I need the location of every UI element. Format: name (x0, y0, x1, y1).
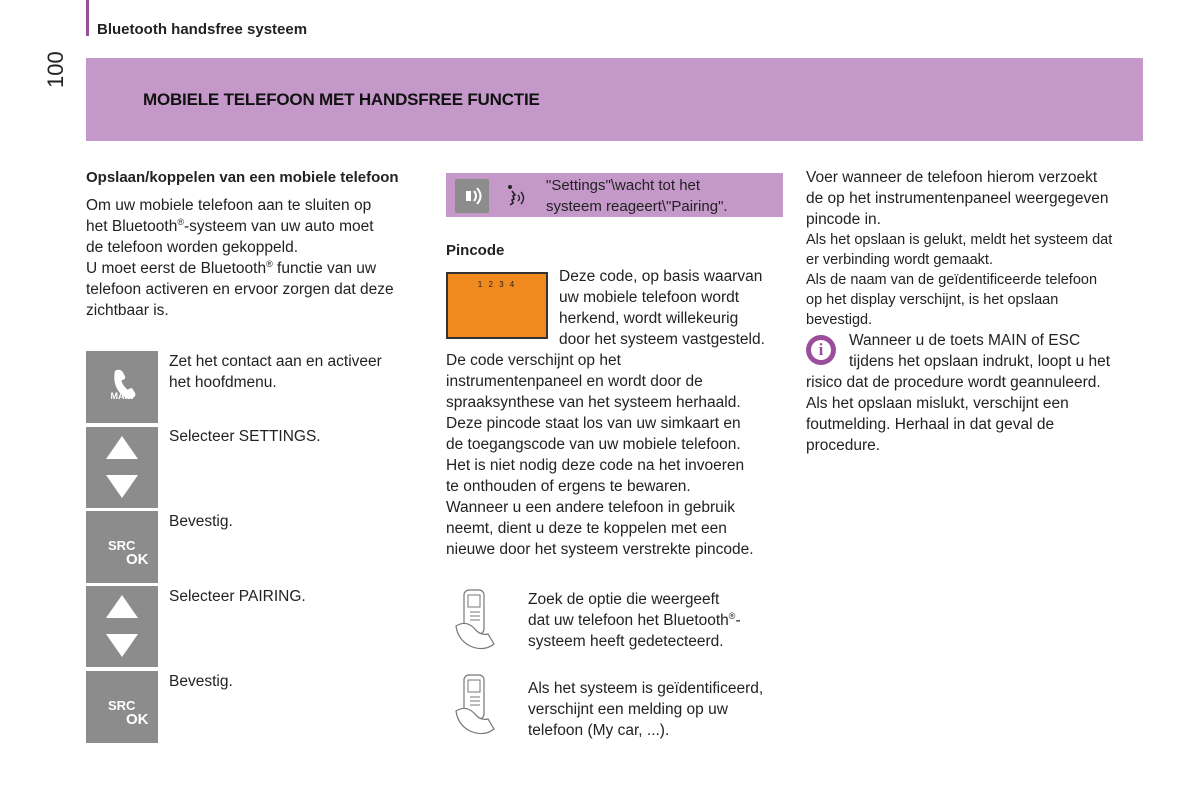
speaking-head-icon (504, 181, 528, 211)
save-success-text: Als het opslaan is gelukt, meldt het systeem dat er verbinding wordt gemaakt. Als de naam van de geïdentificeerde telefoon op het display verschijnt, is het opslaan bevestigd. (806, 232, 1113, 328)
src-ok-key-image (86, 671, 158, 743)
page-number: 100 (43, 51, 68, 88)
info-icon: i (806, 335, 836, 365)
enter-pin-text: Voer wanneer de telefoon hierom verzoekt de op het instrumentenpaneel weergegeven pincode in. (806, 169, 1109, 228)
voice-hint-box (446, 173, 783, 217)
arrow-down-icon (106, 634, 138, 657)
main-key-image (86, 351, 158, 423)
arrow-up-icon (106, 595, 138, 618)
step-1-text: Zet het contact aan en activeer het hoofdmenu. (169, 353, 382, 391)
display-screen-image (446, 272, 548, 339)
info-note-text-a: Wanneer u de toets MAIN of ESC tijdens het opslaan indrukt, loopt u het (849, 332, 1111, 370)
hand-holding-phone-icon (450, 588, 510, 660)
pairing-intro: Om uw mobiele telefoon aan te sluiten op het Bluetooth®-systeem van uw auto moet de telefoon worden gekoppeld. U moet eerst de Bluetooth® functie van uw telefoon activeren en ervoor zorgen dat deze zichtbaar is. (86, 197, 394, 319)
step-5-text: Bevestig. (169, 673, 233, 690)
phone-handset-icon (86, 351, 158, 423)
step-3-text: Bevestig. (169, 513, 233, 530)
up-down-keys-image (86, 586, 158, 667)
phone-identified-text: Als het systeem is geïdentificeerd, verschijnt een melding op uw telefoon (My car, ...). (528, 680, 764, 739)
pincode-heading: Pincode (446, 242, 505, 259)
chapter-banner (86, 58, 1143, 141)
arrow-up-icon (106, 436, 138, 459)
ok-key-label: OK (126, 551, 149, 568)
pincode-display: 1 2 3 4 (477, 280, 517, 289)
chapter-title: MOBIELE TELEFOON MET HANDSFREE FUNCTIE (143, 90, 540, 109)
voice-hint-text: "Settings"\wacht tot het systeem reageert\"Pairing". (546, 177, 728, 215)
voice-key-icon (455, 179, 489, 213)
info-note-text-b: risico dat de procedure wordt geannuleerd. Als het opslaan mislukt, verschijnt een foutmelding. Herhaal in dat geval de procedure. (806, 374, 1101, 454)
src-key-label: SRC (108, 698, 136, 713)
section-title: Bluetooth handsfree systeem (97, 21, 308, 38)
arrow-down-icon (106, 475, 138, 498)
pairing-heading: Opslaan/koppelen van een mobiele telefoon (86, 169, 399, 186)
ok-key-label: OK (126, 711, 149, 728)
main-key-label: MAIN (110, 391, 134, 401)
src-key-label: SRC (108, 538, 136, 553)
up-down-keys-image (86, 427, 158, 508)
pincode-body-text: De code verschijnt op het instrumentenpaneel en wordt door de spraaksynthese van het systeem herhaald. Deze pincode staat los van uw simkaart en de toegangscode van uw mobiele telefoon. Het is niet nodig deze code na het invoeren te onthouden of ergens te bewaren. Wanneer u een andere telefoon in gebruik neemt, dient u deze te koppelen met een nieuwe door het systeem verstrekte pincode. (446, 352, 754, 558)
hand-holding-phone-icon (450, 673, 510, 745)
pincode-side-text: Deze code, op basis waarvan uw mobiele telefoon wordt herkend, wordt willekeurig door het systeem vastgesteld. (559, 268, 765, 348)
step-4-text: Selecteer PAIRING. (169, 588, 306, 605)
src-ok-key-image (86, 511, 158, 583)
phone-detect-text: Zoek de optie die weergeeft dat uw telefoon het Bluetooth®- systeem heeft gedetecteerd. (528, 591, 741, 650)
step-2-text: Selecteer SETTINGS. (169, 428, 321, 445)
section-marker (86, 0, 89, 36)
